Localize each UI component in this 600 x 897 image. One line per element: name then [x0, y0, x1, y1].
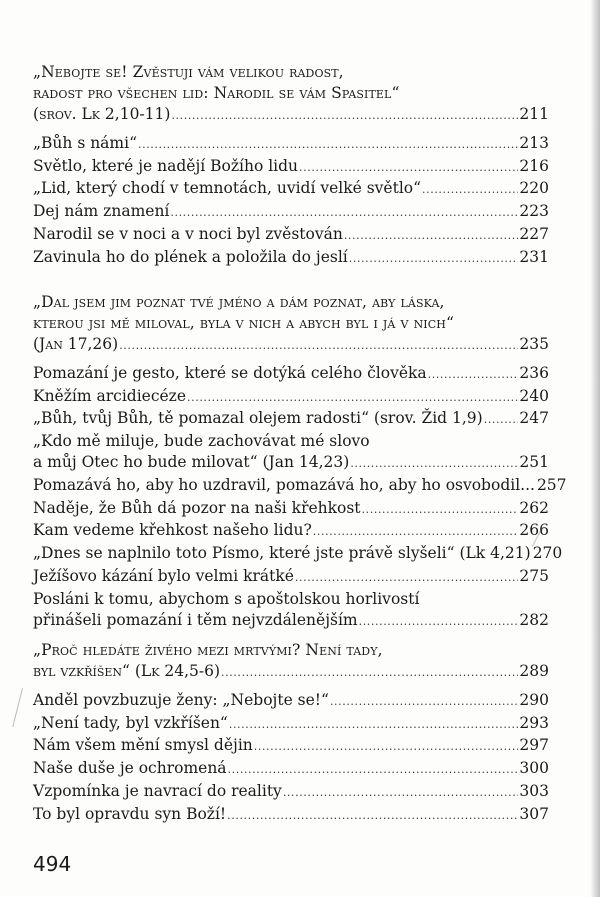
leader-dots [221, 663, 518, 684]
leader-dots [283, 783, 519, 804]
leader-dots [227, 806, 518, 827]
section-heading-line: kterou jsi mě miloval, byla v nich a abych byl i já v nich“ [33, 314, 454, 332]
entry-title: „Lid, který chodí v temnotách, uvidí velké světlo“ [33, 179, 422, 198]
entry-title: To byl opravdu syn Boží! [33, 804, 227, 823]
leader-dots [362, 500, 519, 521]
toc-entry[interactable] [33, 386, 549, 409]
pencil-mark [12, 688, 23, 727]
page-number: 270 [532, 544, 563, 563]
entry-title: „Dnes se naplnilo toto Písmo, které jste právě slyšeli“ (Lk 4,21) [33, 544, 531, 563]
toc-entry[interactable] [33, 610, 549, 633]
leader-dots [350, 454, 518, 475]
page-edge-shadow [590, 0, 600, 897]
toc-entry[interactable] [33, 156, 549, 179]
section-heading-row [33, 334, 549, 357]
toc-section-1 [33, 62, 549, 270]
leader-dots [295, 568, 518, 589]
entry-title: Zavinula ho do plének a položila do jeslí [33, 247, 348, 266]
page-number: 275 [519, 566, 549, 585]
entry-title: „Bůh s námi“ [33, 133, 137, 152]
entry-title: přinášeli pomazání i těm nejvzdálenějším [33, 610, 358, 629]
page-number: 223 [519, 202, 549, 221]
page-number: 289 [519, 662, 549, 680]
page-number: 240 [519, 386, 549, 405]
page-number: 293 [519, 713, 549, 732]
section-heading-row [33, 661, 549, 684]
section-heading-reference: (srov. Lk 2,10-11) [33, 105, 171, 123]
section-heading-row [33, 104, 549, 127]
toc-entry[interactable] [33, 758, 549, 781]
entry-title: Naše duše je ochromená [33, 759, 227, 778]
entry-title-line[interactable]: „Kdo mě miluje, bude zachovávat mé slovo [33, 432, 370, 451]
leader-dots [484, 410, 519, 431]
toc-entry[interactable] [33, 781, 549, 804]
entry-title: Anděl povzbuzuje ženy: „Nebojte se!“ [33, 690, 329, 709]
page-number: 211 [519, 105, 549, 123]
leader-dots [187, 388, 518, 409]
page-number: 300 [519, 759, 549, 778]
section-heading-reference: (Jan 17,26) [33, 335, 119, 353]
section-heading-line: „Nebojte se! Zvěstuji vám velikou radost, [33, 63, 344, 81]
page-number: 307 [519, 804, 549, 823]
page-number: 216 [519, 156, 549, 175]
leader-dots [313, 522, 519, 543]
page-number: 297 [519, 736, 549, 755]
leader-dots [359, 612, 519, 633]
leader-dots [299, 158, 518, 179]
page-number: 303 [519, 781, 549, 800]
toc-entry[interactable] [33, 247, 549, 270]
entry-title-line[interactable]: Posláni k tomu, abychom s apoštolskou horlivostí [33, 589, 420, 608]
toc-entry[interactable] [33, 452, 549, 475]
section-heading-line: „Proč hledáte živého mezi mrtvými? Není tady, [33, 641, 383, 659]
page-number: 247 [519, 409, 549, 428]
toc-section-3 [33, 640, 549, 827]
entry-title: Pomazání je gesto, které se dotýká celého člověka [33, 363, 427, 382]
toc-entry[interactable] [33, 498, 549, 521]
toc-entry[interactable] [33, 224, 549, 247]
toc-entry[interactable] [33, 408, 549, 431]
page-number: 227 [519, 224, 549, 243]
toc-entry[interactable] [33, 713, 549, 736]
toc-entry[interactable] [33, 178, 549, 201]
page-folio-number: 494 [33, 852, 72, 876]
section-heading-line: „Dal jsem jim poznat tvé jméno a dám poznat, aby láska, [33, 293, 445, 311]
entry-title: Kam vedeme křehkost našeho lidu? [33, 521, 312, 540]
page-number: 213 [519, 133, 549, 152]
leader-dots [119, 336, 518, 357]
entry-title: Vzpomínka je navrací do reality [33, 781, 282, 800]
page-number: 282 [519, 610, 549, 629]
page-number: 262 [519, 498, 549, 517]
toc-entry[interactable] [33, 133, 549, 156]
toc-entry[interactable] [33, 566, 549, 589]
leader-dots [428, 365, 519, 386]
entry-title: „Není tady, byl vzkříšen“ [33, 713, 228, 732]
entry-title: Narodil se v noci a v noci byl zvěstován [33, 224, 343, 243]
leader-dots [170, 203, 518, 224]
toc-entry[interactable] [33, 201, 549, 224]
leader-dots [330, 692, 518, 713]
entry-title: Pomazává ho, aby ho uzdravil, pomazává ho, aby ho osvobodil... [33, 475, 535, 494]
leader-dots [254, 737, 519, 758]
entry-title: Naděje, že Bůh dá pozor na naši křehkost [33, 498, 361, 517]
leader-dots [229, 715, 519, 736]
section-heading-line: radost pro všechen lid: Narodil se vám Spasitel“ [33, 84, 400, 102]
entry-title: Ježíšovo kázání bylo velmi krátké [33, 566, 294, 585]
page-number: 236 [519, 363, 549, 382]
leader-dots [138, 135, 518, 156]
leader-dots [349, 249, 519, 270]
section-heading-reference: byl vzkříšen“ (Lk 24,5-6) [33, 662, 220, 680]
toc-entry[interactable] [33, 475, 567, 498]
toc-entry[interactable] [33, 543, 563, 566]
entry-title: „Bůh, tvůj Bůh, tě pomazal olejem radosti“ (srov. Žid 1,9) [33, 409, 483, 428]
toc-entry[interactable] [33, 804, 549, 827]
leader-dots [171, 106, 518, 127]
toc-entry[interactable] [33, 520, 549, 543]
page-number: 220 [519, 179, 549, 198]
toc-entry[interactable] [33, 690, 549, 713]
toc-entry[interactable] [33, 363, 549, 386]
entry-title: Světlo, které je nadějí Božího lidu [33, 156, 299, 175]
toc-entry[interactable] [33, 735, 549, 758]
entry-title: Dej nám znamení [33, 202, 170, 221]
entry-title: a můj Otec ho bude milovat“ (Jan 14,23) [33, 452, 350, 471]
entry-title: Nám všem mění smysl dějin [33, 736, 253, 755]
entry-title: Kněžím arcidiecéze [33, 386, 187, 405]
page-number: 290 [519, 690, 549, 709]
page-number: 266 [519, 521, 549, 540]
page-number: 235 [519, 335, 549, 353]
page-number: 257 [536, 475, 567, 494]
leader-dots [422, 180, 518, 201]
leader-dots [228, 760, 519, 781]
page-number: 251 [519, 452, 549, 471]
toc-section-2 [33, 292, 567, 632]
leader-dots [344, 226, 519, 247]
page-number: 231 [519, 247, 549, 266]
